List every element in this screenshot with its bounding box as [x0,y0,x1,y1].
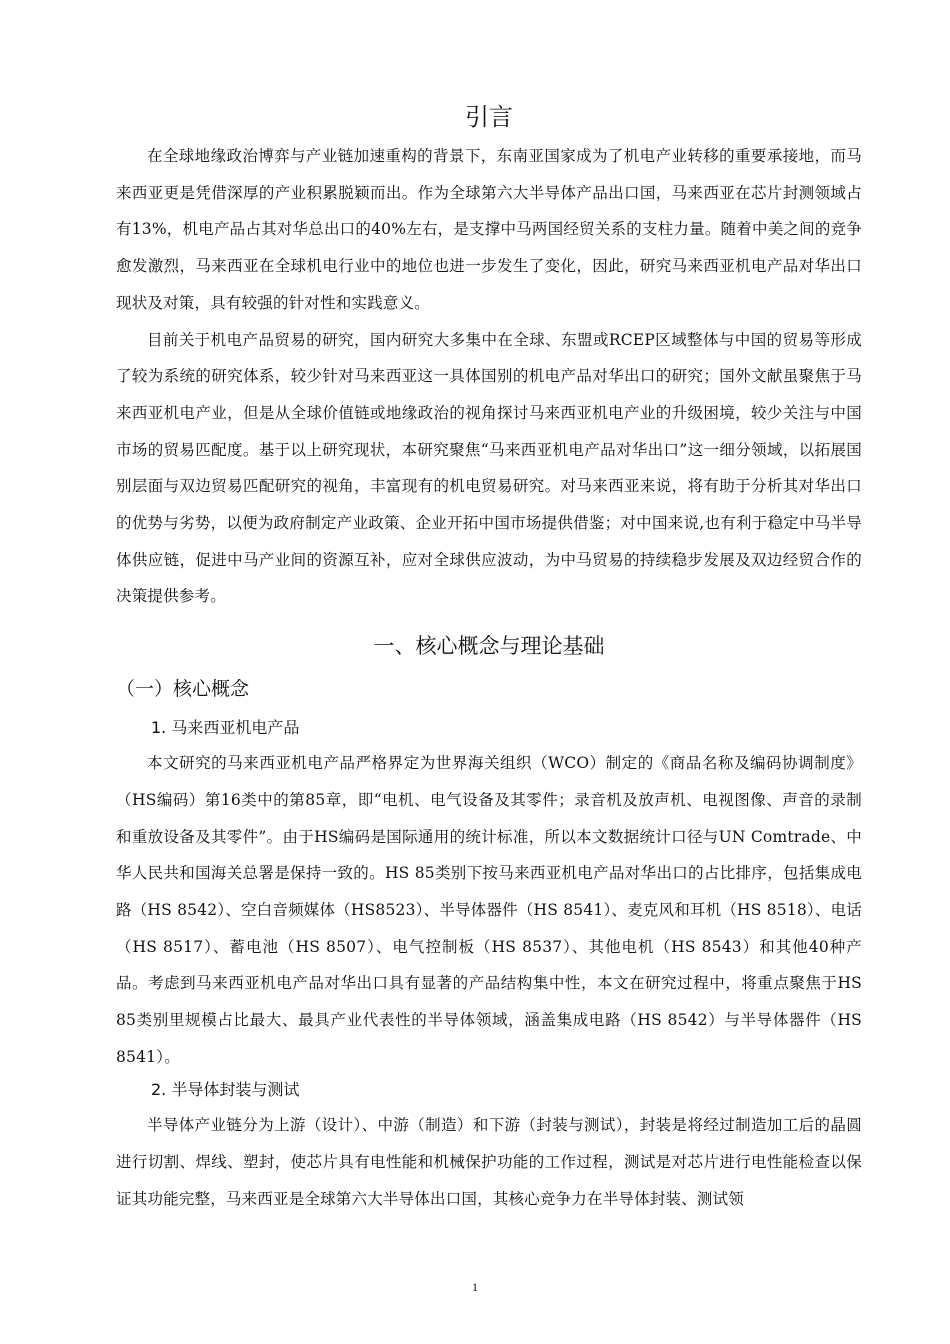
page-number: 1 [472,1280,478,1294]
item-heading-malaysia-products: 1. 马来西亚机电产品 [151,718,300,738]
intro-paragraph-2: 目前关于机电产品贸易的研究，国内研究大多集中在全球、东盟或RCEP区域整体与中国的贸易等形成了较为系统的研究体系，较少针对马来西亚这一具体国别的机电产品对华出口的研究；国外文献虽聚焦于马来西亚机电产业，但是从全球价值链或地缘政治的视角探讨马来西亚机电产业的升级困境，较少关注与中国市场的贸易匹配度。基于以上研究现状，本研究聚焦“马来西亚机电产品对华出口”这一细分领域，以拓展国别层面与双边贸易匹配研究的视角，丰富现有的机电贸易研究。对马来西亚来说，将有助于分析其对华出口的优势与劣势，以便为政府制定产业政策、企业开拓中国市场提供借鉴；对中国来说,也有利于稳定中马半导体供应链，促进中马产业间的资源互补，应对全球供应波动，为中马贸易的持续稳步发展及双边经贸合作的决策提供参考。 [116,330,862,606]
item-paragraph-semiconductor-packaging: 半导体产业链分为上游（设计）、中游（制造）和下游（封装与测试），封装是将经过制造加工后的晶圆进行切割、焊线、塑封，使芯片具有电性能和机械保护功能的工作过程，测试是对芯片进行电性能检查以保证其功能完整，马来西亚是全球第六大半导体出口国，其核心竞争力在半导体封装、测试领 [116,1116,862,1208]
subsection-heading-core-concepts: （一）核心概念 [116,678,250,701]
intro-paragraph-1: 在全球地缘政治博弈与产业链加速重构的背景下，东南亚国家成为了机电产业转移的重要承接地，而马来西亚更是凭借深厚的产业积累脱颖而出。作为全球第六大半导体产品出口国，马来西亚在芯片封测领域占有13%，机电产品占其对华总出口的40%左右，是支撑中马两国经贸关系的支柱力量。随着中美之间的竞争愈发激烈，马来西亚在全球机电行业中的地位也进一步发生了变化，因此，研究马来西亚机电产品对华出口现状及对策，具有较强的针对性和实践意义。 [116,147,862,312]
page-content [116,100,862,1218]
intro-title: 引言 [465,103,513,131]
item-paragraph-malaysia-products: 本文研究的马来西亚机电产品严格界定为世界海关组织（WCO）制定的《商品名称及编码协调制度》（HS编码）第16类中的第85章，即“电机、电气设备及其零件；录音机及放声机、电视图像、声音的录制和重放设备及其零件”。由于HS编码是国际通用的统计标准，所以本文数据统计口径与UN Comtrade、中华人民共和国海关总署是保持一致的。HS 85类别下按马来西亚机电产品对华出口的占比排序，包括集成电路（HS 8542）、空白音频媒体（HS8523）、半导体器件（HS 8541）、麦克风和耳机（HS 8518）、电话（HS 8517）、蓄电池（HS 8507）、电气控制板（HS 8537）、其他电机（HS 8543）和其他40种产品。考虑到马来西亚机电产品对华出口具有显著的产品结构集中性，本文在研究过程中，将重点聚焦于HS 85类别里规模占比最大、最具产业代表性的半导体领域，涵盖集成电路（HS 8542）与半导体器件（HS 8541）。 [116,754,862,1066]
section-heading-core-concepts-theory: 一、核心概念与理论基础 [373,634,605,659]
item-heading-semiconductor-packaging: 2. 半导体封装与测试 [151,1080,300,1100]
